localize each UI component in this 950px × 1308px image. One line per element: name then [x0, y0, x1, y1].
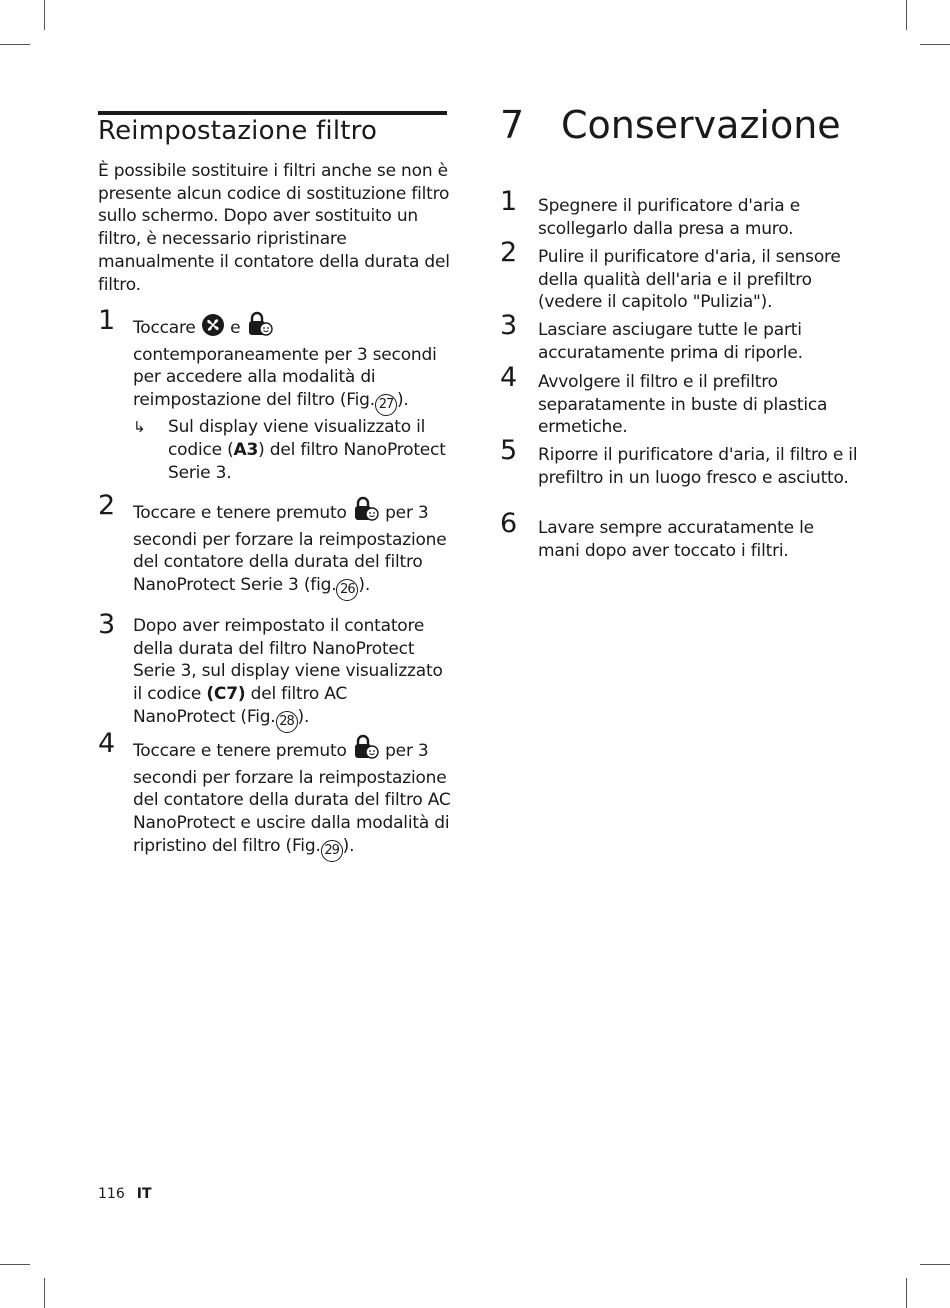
step-text — [133, 615, 453, 733]
chapter-title: Conservazione — [561, 103, 841, 147]
step-text — [133, 311, 453, 484]
step-number: 3 — [98, 609, 116, 640]
step-text-part: e — [230, 318, 241, 338]
step-number: 3 — [500, 310, 518, 341]
display-code: (C7) — [206, 684, 246, 705]
crop-mark — [906, 0, 907, 30]
step-text-part: ). — [297, 706, 310, 727]
step-number: 1 — [98, 305, 116, 336]
result-text: Sul display viene visualizzato il codice ( — [168, 417, 426, 460]
chapter-number: 7 — [500, 103, 525, 147]
section-rule — [98, 111, 447, 115]
crop-mark — [44, 0, 45, 30]
step-text-part: Toccare e tenere premuto — [133, 503, 347, 523]
step-text-part: ). — [358, 575, 371, 596]
child-lock-icon — [352, 734, 380, 767]
crop-mark — [44, 1278, 45, 1308]
display-code: A3 — [233, 439, 259, 460]
step-number: 6 — [500, 508, 518, 539]
step-number: 5 — [500, 435, 518, 466]
child-lock-icon — [246, 311, 274, 344]
figure-ref: 29 — [321, 840, 343, 862]
step-number: 4 — [98, 728, 116, 759]
step-text: Riporre il purificatore d'aria, il filtro e il prefiltro in un luogo fresco e asciutto. — [538, 445, 858, 488]
crop-mark — [906, 1278, 907, 1308]
crop-mark — [920, 44, 950, 45]
step-text-part: per 3 secondi per forzare la reimpostazione del contatore della durata del filtro AC NanoProtect e uscire dalla modalità di ripristino del filtro (Fig. — [133, 741, 451, 856]
step-number: 4 — [500, 362, 518, 393]
fan-icon — [201, 313, 225, 344]
step-text-part: Toccare — [133, 318, 196, 338]
step-number: 1 — [500, 186, 518, 217]
step-text-part: del filtro AC NanoProtect (Fig. — [133, 684, 348, 727]
page-footer — [98, 1186, 152, 1202]
figure-ref: 27 — [375, 394, 397, 416]
step-text: Lavare sempre accuratamente le mani dopo aver toccato i filtri. — [538, 518, 814, 561]
step-number: 2 — [500, 237, 518, 268]
figure-ref: 26 — [336, 579, 358, 601]
section-title: Reimpostazione filtro — [98, 116, 378, 146]
step-text-part: contemporaneamente per 3 secondi per accedere alla modalità di reimpostazione del filtro (Fig. — [133, 344, 437, 411]
step-result — [133, 416, 453, 484]
child-lock-icon — [352, 496, 380, 529]
step-text-part: ). — [396, 390, 409, 411]
figure-ref: 28 — [276, 711, 298, 733]
step-text — [133, 496, 453, 601]
result-arrow-icon: ↳ — [133, 418, 146, 437]
crop-mark — [0, 44, 30, 45]
step-text-part: Dopo aver reimpostato il contatore della durata del filtro NanoProtect Serie 3, sul display viene visualizzato il codice — [133, 616, 443, 705]
crop-mark — [920, 1264, 950, 1265]
page-number: 116 — [98, 1186, 125, 1202]
section-intro: È possibile sostituire i filtri anche se non è presente alcun codice di sostituzione filtro sullo schermo. Dopo aver sostituito un filtro, è necessario ripristinare manualmente il contatore della durata del filtro. — [98, 161, 450, 295]
step-text-part: Toccare e tenere premuto — [133, 741, 347, 761]
step-text — [133, 734, 453, 862]
crop-mark — [0, 1264, 30, 1265]
step-text-part: per 3 secondi per forzare la reimpostazione del contatore della durata del filtro NanoProtect Serie 3 (fig. — [133, 503, 447, 596]
step-text: Lasciare asciugare tutte le parti accuratamente prima di riporle. — [538, 320, 803, 363]
step-text: Avvolgere il filtro e il prefiltro separatamente in buste di plastica ermetiche. — [538, 372, 828, 438]
step-text: Pulire il purificatore d'aria, il sensore della qualità dell'aria e il prefiltro (vedere il capitolo "Pulizia"). — [538, 247, 841, 313]
result-text: ) del filtro NanoProtect Serie 3. — [168, 439, 446, 483]
step-number: 2 — [98, 490, 116, 521]
language-code: IT — [136, 1186, 152, 1202]
step-text: Spegnere il purificatore d'aria e scollegarlo dalla presa a muro. — [538, 196, 800, 239]
step-text-part: ). — [342, 835, 355, 856]
